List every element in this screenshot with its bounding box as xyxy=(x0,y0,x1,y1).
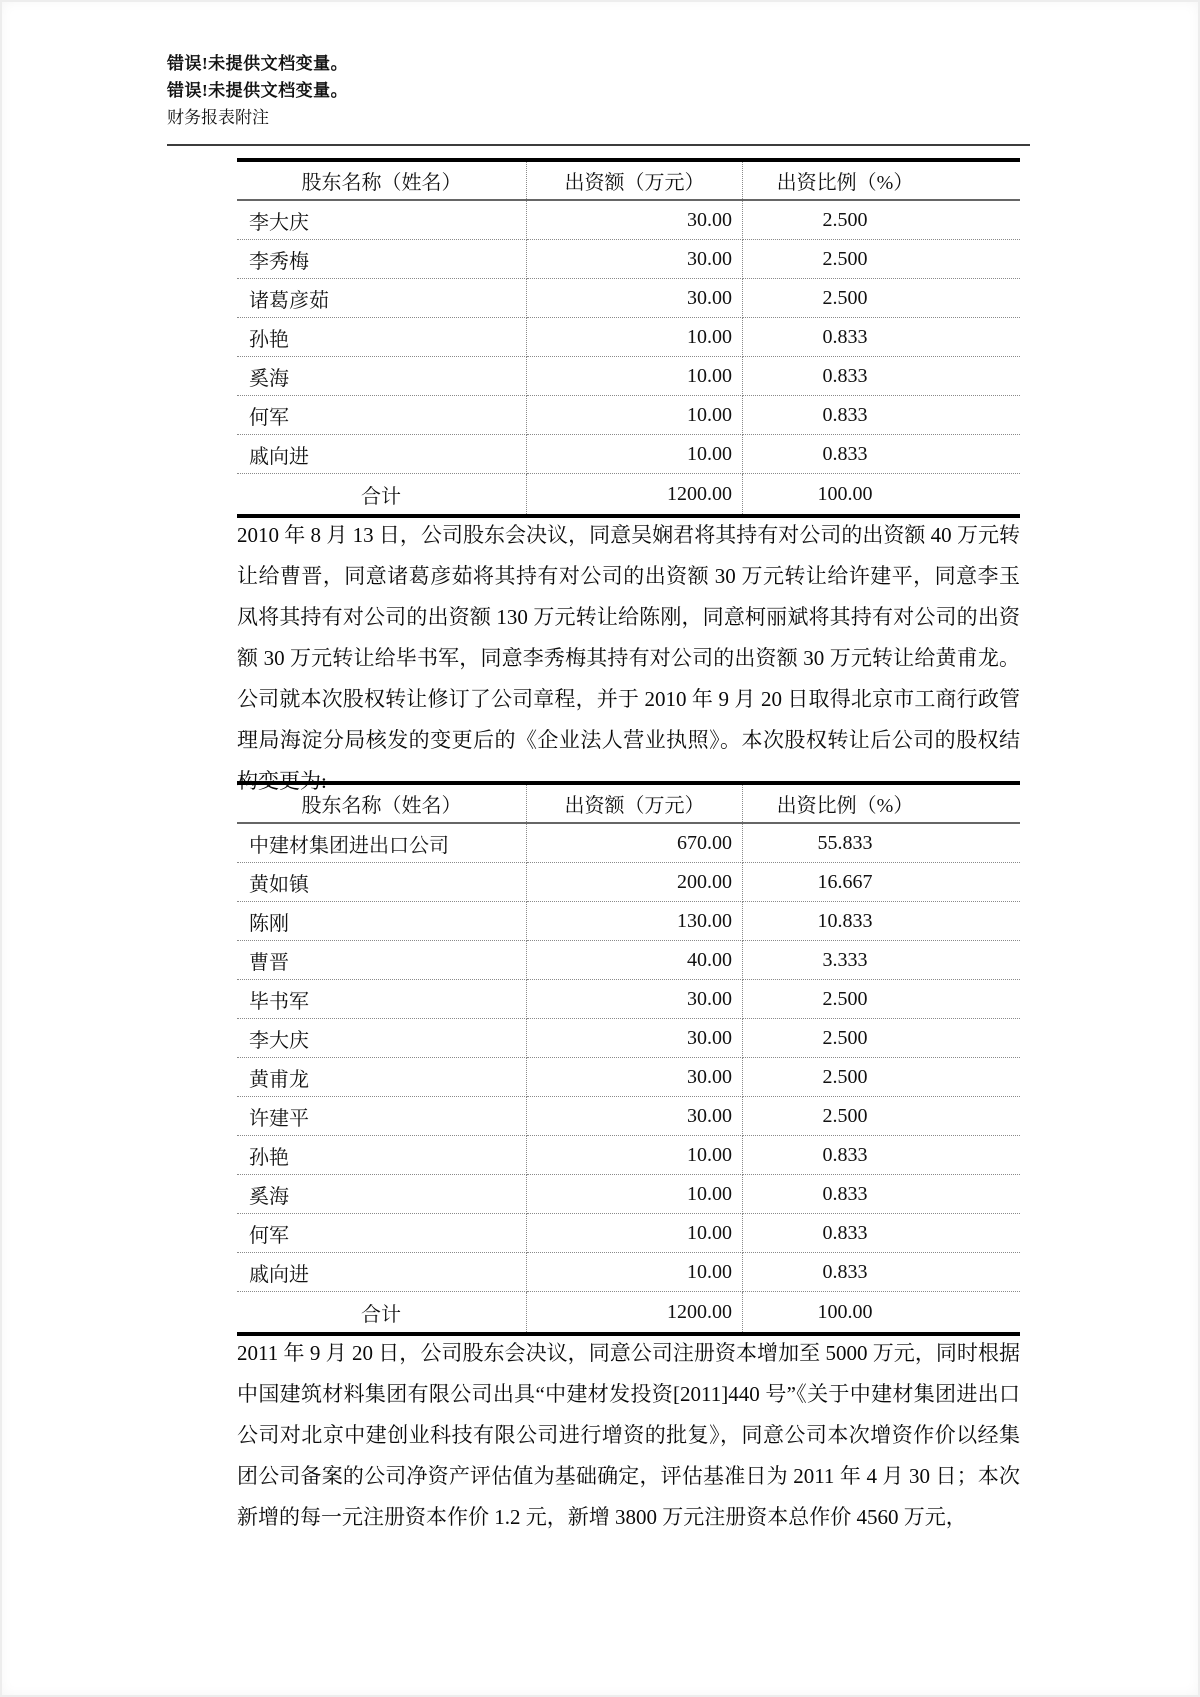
contribution-amount-cell: 30.00 xyxy=(527,200,743,240)
table-row xyxy=(237,240,1020,279)
contribution-ratio-cell: 2.500 xyxy=(743,1097,1021,1136)
contribution-amount-cell: 40.00 xyxy=(527,941,743,980)
contribution-amount-cell: 130.00 xyxy=(527,902,743,941)
contribution-ratio-cell: 0.833 xyxy=(743,1253,1021,1292)
shareholder-name-cell: 戚向进 xyxy=(237,1253,527,1292)
contribution-amount-cell: 10.00 xyxy=(527,1214,743,1253)
shareholder-name-cell: 奚海 xyxy=(237,1175,527,1214)
contribution-amount-cell: 10.00 xyxy=(527,396,743,435)
contribution-amount-cell: 200.00 xyxy=(527,863,743,902)
total-shareholder-name-cell: 合计 xyxy=(237,474,527,517)
table-row xyxy=(237,1058,1020,1097)
contribution-ratio-cell: 0.833 xyxy=(743,318,1021,357)
shareholder-name-cell: 李大庆 xyxy=(237,200,527,240)
contribution-ratio-cell: 16.667 xyxy=(743,863,1021,902)
total-row xyxy=(237,1292,1020,1335)
header-divider-rule xyxy=(167,144,1030,146)
contribution-amount-cell: 30.00 xyxy=(527,1058,743,1097)
column-header-1: 出资额（万元） xyxy=(527,783,743,823)
table-row xyxy=(237,357,1020,396)
shareholder-name-cell: 中建材集团进出口公司 xyxy=(237,823,527,863)
contribution-ratio-cell: 2.500 xyxy=(743,980,1021,1019)
contribution-amount-cell: 10.00 xyxy=(527,435,743,474)
contribution-amount-cell: 30.00 xyxy=(527,1019,743,1058)
total-row xyxy=(237,474,1020,517)
table-row xyxy=(237,1175,1020,1214)
contribution-ratio-cell: 2.500 xyxy=(743,200,1021,240)
table-row xyxy=(237,200,1020,240)
table-row xyxy=(237,1097,1020,1136)
contribution-ratio-cell: 10.833 xyxy=(743,902,1021,941)
contribution-amount-cell: 10.00 xyxy=(527,318,743,357)
total-contribution-amount-cell: 1200.00 xyxy=(527,1292,743,1335)
shareholder-name-cell: 奚海 xyxy=(237,357,527,396)
shareholder-name-cell: 孙艳 xyxy=(237,318,527,357)
shareholder-name-cell: 毕书军 xyxy=(237,980,527,1019)
table-row xyxy=(237,902,1020,941)
contribution-ratio-cell: 2.500 xyxy=(743,279,1021,318)
table-row xyxy=(237,435,1020,474)
contribution-ratio-cell: 2.500 xyxy=(743,240,1021,279)
contribution-ratio-cell: 2.500 xyxy=(743,1019,1021,1058)
table-row xyxy=(237,863,1020,902)
table-row xyxy=(237,1253,1020,1292)
shareholder-structure-table-1 xyxy=(237,158,1020,518)
table-row xyxy=(237,980,1020,1019)
capital-increase-paragraph: 2011 年 9 月 20 日，公司股东会决议，同意公司注册资本增加至 5000 万元，同时根据中国建筑材料集团有限公司出具“中建材发投资[2011]440 号”《关于中建材集团进出口公司对北京中建创业科技有限公司进行增资的批复》，同意公司本次增资作价以经集团公司备案的公司净资产评估值为基础确定，评估基准日为 2011 年 4 月 30 日；本次新增的每一元注册资本作价 1.2 元，新增 3800 万元注册资本总作价 4560 万元， xyxy=(237,1341,1020,1529)
column-header-2: 出资比例（%） xyxy=(743,160,1021,200)
column-header-0: 股东名称（姓名） xyxy=(237,783,527,823)
document-header xyxy=(167,50,348,131)
contribution-ratio-cell: 2.500 xyxy=(743,1058,1021,1097)
table-row xyxy=(237,1019,1020,1058)
table-row xyxy=(237,1136,1020,1175)
contribution-amount-cell: 10.00 xyxy=(527,1253,743,1292)
total-contribution-ratio-cell: 100.00 xyxy=(817,1300,873,1323)
contribution-ratio-cell: 55.833 xyxy=(743,823,1021,863)
shareholder-name-cell: 诸葛彦茹 xyxy=(237,279,527,318)
contribution-amount-cell: 30.00 xyxy=(527,980,743,1019)
share-transfer-paragraph: 2010 年 8 月 13 日，公司股东会决议，同意吴娴君将其持有对公司的出资额 40 万元转让给曹晋，同意诸葛彦茹将其持有对公司的出资额 30 万元转让给许建平，同意李玉凤将其持有对公司的出资额 130 万元转让给陈刚，同意柯丽斌将其持有对公司的出资额 30 万元转让给毕书军，同意李秀梅其持有对公司的出资额 30 万元转让给黄甫龙。公司就本次股权转让修订了公司章程，并于 2010 年 9 月 20 日取得北京市工商行政管理局海淀分局核发的变更后的《企业法人营业执照》。本次股权转让后公司的股权结构变更为: xyxy=(237,523,1020,793)
shareholder-name-cell: 戚向进 xyxy=(237,435,527,474)
contribution-amount-cell: 10.00 xyxy=(527,1136,743,1175)
column-header-1: 出资额（万元） xyxy=(527,160,743,200)
table-row xyxy=(237,941,1020,980)
shareholder-name-cell: 孙艳 xyxy=(237,1136,527,1175)
contribution-ratio-cell: 3.333 xyxy=(743,941,1021,980)
column-header-0: 股东名称（姓名） xyxy=(237,160,527,200)
contribution-amount-cell: 30.00 xyxy=(527,240,743,279)
contribution-amount-cell: 10.00 xyxy=(527,357,743,396)
contribution-amount-cell: 670.00 xyxy=(527,823,743,863)
doc-variable-error-line-2: 错误!未提供文档变量。 xyxy=(167,81,349,100)
table-row xyxy=(237,823,1020,863)
contribution-ratio-cell: 0.833 xyxy=(743,1175,1021,1214)
contribution-ratio-cell: 0.833 xyxy=(743,435,1021,474)
contribution-amount-cell: 10.00 xyxy=(527,1175,743,1214)
total-shareholder-name-cell: 合计 xyxy=(237,1292,527,1335)
shareholder-structure-table-2 xyxy=(237,781,1020,1336)
shareholder-name-cell: 黄甫龙 xyxy=(237,1058,527,1097)
total-contribution-amount-cell: 1200.00 xyxy=(527,474,743,517)
contribution-amount-cell: 30.00 xyxy=(527,1097,743,1136)
contribution-ratio-cell: 0.833 xyxy=(743,357,1021,396)
shareholder-name-cell: 何军 xyxy=(237,396,527,435)
table-row xyxy=(237,396,1020,435)
shareholder-name-cell: 李秀梅 xyxy=(237,240,527,279)
table-row xyxy=(237,1214,1020,1253)
contribution-amount-cell: 30.00 xyxy=(527,279,743,318)
shareholder-name-cell: 黄如镇 xyxy=(237,863,527,902)
contribution-ratio-cell: 0.833 xyxy=(743,396,1021,435)
table-row xyxy=(237,279,1020,318)
doc-variable-error-line-1: 错误!未提供文档变量。 xyxy=(167,54,349,73)
shareholder-name-cell: 李大庆 xyxy=(237,1019,527,1058)
shareholder-name-cell: 许建平 xyxy=(237,1097,527,1136)
contribution-ratio-cell: 0.833 xyxy=(743,1136,1021,1175)
shareholder-name-cell: 陈刚 xyxy=(237,902,527,941)
shareholder-name-cell: 曹晋 xyxy=(237,941,527,980)
column-header-2: 出资比例（%） xyxy=(743,783,1021,823)
section-title: 财务报表附注 xyxy=(167,108,269,127)
contribution-ratio-cell: 0.833 xyxy=(743,1214,1021,1253)
total-contribution-ratio-cell: 100.00 xyxy=(817,482,873,505)
shareholder-name-cell: 何军 xyxy=(237,1214,527,1253)
table-row xyxy=(237,318,1020,357)
